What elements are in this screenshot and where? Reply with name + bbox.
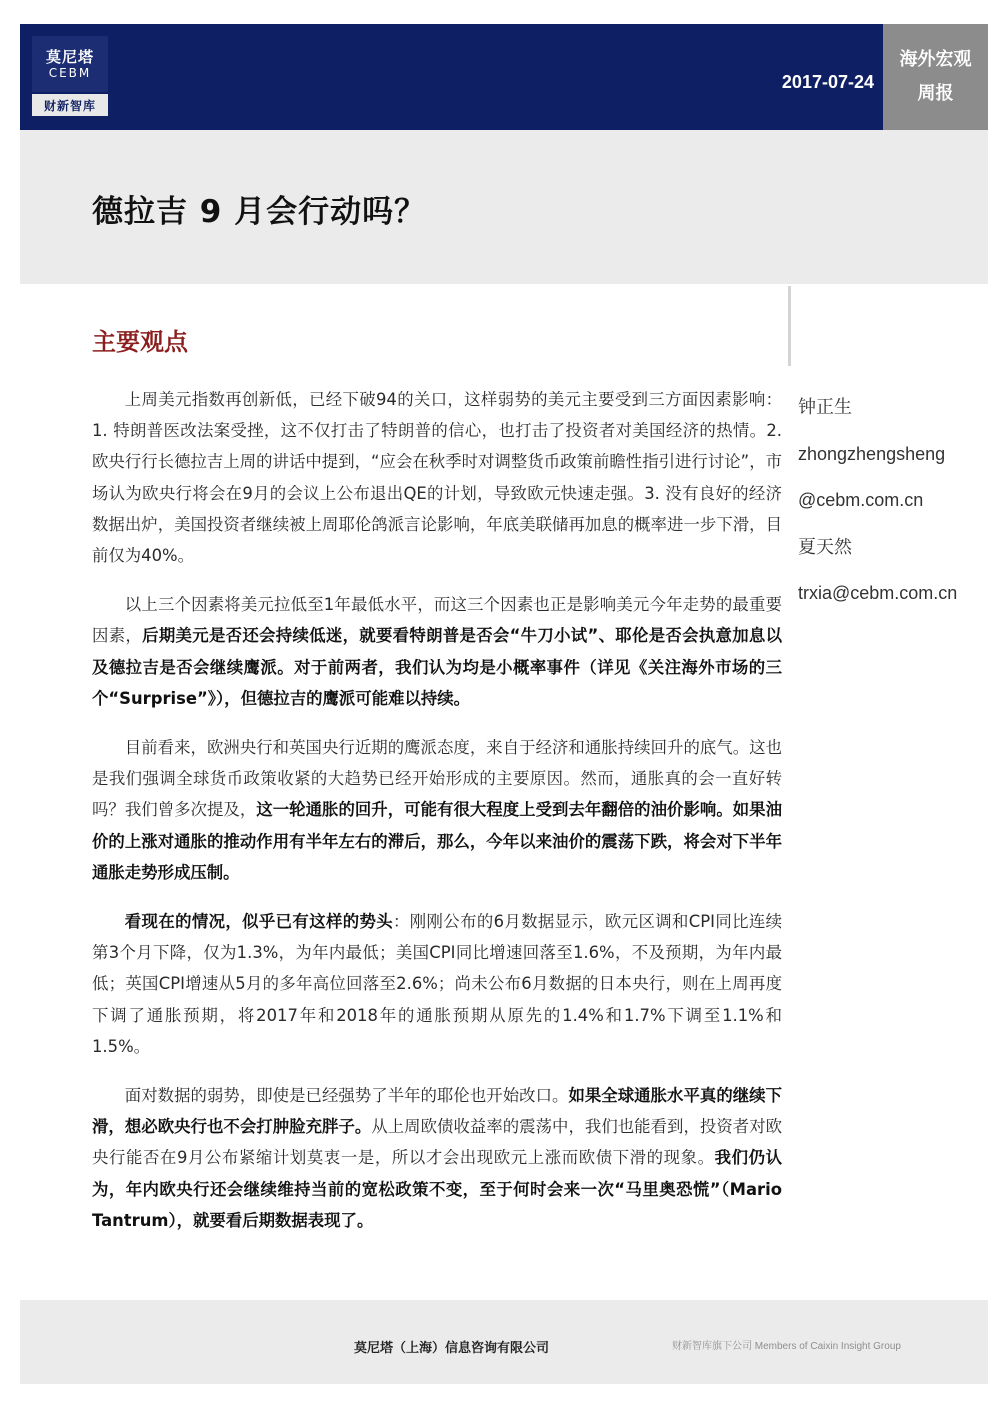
cebm-logo — [32, 36, 108, 118]
body-paragraph — [92, 1080, 782, 1236]
author-line: trxia@cebm.com.cn — [798, 583, 958, 603]
header-bar — [20, 24, 883, 130]
report-title: 德拉吉 9 月会行动吗？ — [92, 194, 427, 230]
author-line: @cebm.com.cn — [798, 490, 924, 510]
tag-line-2: 周报 — [917, 83, 954, 104]
report-date: 2017-07-24 — [781, 72, 874, 92]
author-line: zhongzhengsheng — [798, 443, 946, 464]
logo-cn-text: 莫尼塔 — [45, 48, 94, 66]
body-paragraph — [92, 906, 782, 1062]
section-title: 主要观点 — [92, 328, 188, 356]
logo-en-text: CEBM — [48, 66, 92, 80]
body-text-run: 目前看来，欧洲央行和英国央行近期的鹰派态度，来自于经济和通胀持续回升的底气。这也是我们强调全球货币政策收紧的大趋势已经开始形成的主要原因。然而，通胀真的会一直好转吗？我们曾多次提及， — [92, 738, 782, 820]
emphasis-text: 我们仍认为，年内欧央行还会继续维持当前的宽松政策不变，至于何时会来一次“马里奥恐慌”（Mario Tantrum），就要看后期数据表现了。 — [92, 1148, 782, 1230]
sidebar-divider — [788, 286, 791, 366]
body-paragraph — [92, 732, 782, 888]
main-body — [92, 384, 782, 1254]
footer-group-note: 财新智库旗下公司 Members of Caixin Insight Group — [672, 1341, 901, 1352]
author-line: 夏天然 — [798, 536, 852, 557]
body-paragraph — [92, 384, 782, 571]
body-text-run: 从上周欧债收益率的震荡中，我们也能看到，投资者对欧央行能否在9月公布紧缩计划莫衷一是，所以才会出现欧元上涨而欧债下滑的现象。 — [92, 1117, 783, 1168]
emphasis-text: 如果全球通胀水平真的继续下滑，想必欧央行也不会打肿脸充胖子。 — [92, 1086, 783, 1137]
author-line: 钟正生 — [798, 397, 852, 417]
body-text-run: 面对数据的弱势，即使是已经强势了半年的耶伦也开始改口。 — [124, 1086, 569, 1106]
body-text-run: ：刚刚公布的6月数据显示，欧元区调和CPI同比连续第3个月下降，仅为1.3%，为年内最低；美国CPI同比增速回落至1.6%，不及预期，为年内最低；英国CPI增速从5月的多年高位回落至2.6%；尚未公布6月数据的日本央行，则在上周再度下调了通胀预期，将2017年和2018年的通胀预期从原先的1.4%和1.7%下调至1.1%和1.5%。 — [92, 912, 783, 1056]
logo-mark — [32, 36, 108, 92]
body-text-run: 上周美元指数再创新低，已经下破94的关口，这样弱势的美元主要受到三方面因素影响：1. 特朗普医改法案受挫，这不仅打击了特朗普的信心，也打击了投资者对美国经济的热情。2. 欧央行行长德拉吉上周的讲话中提到，“应会在秋季时对调整货币政策前瞻性指引进行讨论”，市场认为欧央行将会在9月的会议上公布退出QE的计划，导致欧元快速走强。3. 没有良好的经济数据出炉，美国投资者继续被上周耶伦鸽派言论影响，年底美联储再加息的概率进一步下滑，目前仅为40%。 — [92, 390, 782, 566]
logo-sub-text: 财新智库 — [32, 94, 108, 116]
tag-line-1: 海外宏观 — [899, 49, 972, 70]
emphasis-text: 看现在的情况，似乎已有这样的势头 — [124, 912, 394, 932]
footer-company: 莫尼塔（上海）信息咨询有限公司 — [354, 1341, 550, 1356]
body-text-run: 以上三个因素将美元拉低至1年最低水平，而这三个因素也正是影响美元今年走势的最重要因素， — [92, 595, 782, 646]
emphasis-text: 这一轮通胀的回升，可能有很大程度上受到去年翻倍的油价影响。如果油价的上涨对通胀的推动作用有半年左右的滞后，那么，今年以来油价的震荡下跌，将会对下半年通胀走势形成压制。 — [92, 800, 782, 882]
report-category-tag — [883, 24, 988, 130]
author-info — [798, 384, 988, 617]
body-paragraph — [92, 589, 782, 714]
emphasis-text: 后期美元是否还会持续低迷，就要看特朗普是否会“牛刀小试”、耶伦是否会执意加息以及德拉吉是否会继续鹰派。对于前两者，我们认为均是小概率事件（详见《关注海外市场的三个“Surprise”》），但德拉吉的鹰派可能难以持续。 — [92, 626, 783, 708]
